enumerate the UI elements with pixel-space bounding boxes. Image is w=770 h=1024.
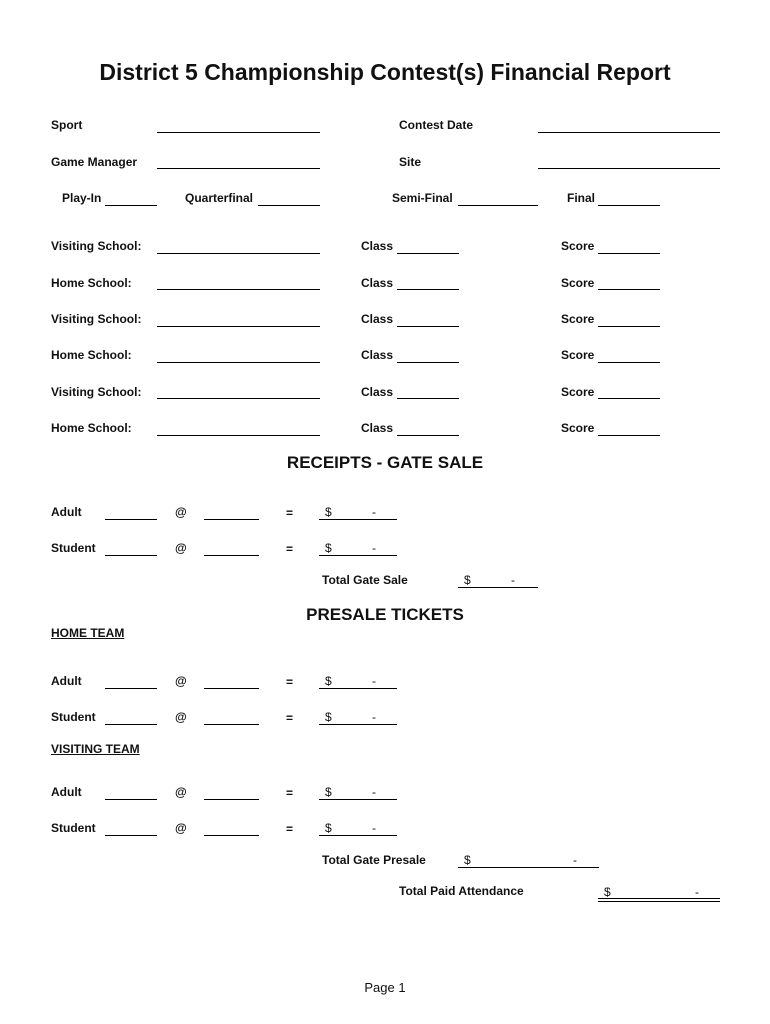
class-field[interactable] bbox=[397, 289, 459, 290]
student-quantity-field[interactable] bbox=[105, 555, 157, 556]
final-label: Final bbox=[567, 191, 596, 205]
score-label: Score bbox=[561, 239, 595, 253]
at-symbol: @ bbox=[175, 710, 187, 724]
class-label: Class bbox=[361, 312, 394, 326]
currency-symbol: $ bbox=[325, 541, 332, 555]
amount-line bbox=[319, 688, 397, 689]
at-symbol: @ bbox=[175, 674, 187, 688]
amount-line bbox=[319, 835, 397, 836]
score-label: Score bbox=[561, 276, 595, 290]
visiting-team-heading: VISITING TEAM bbox=[51, 742, 140, 756]
total-gate-presale-label: Total Gate Presale bbox=[322, 853, 426, 867]
class-label: Class bbox=[361, 421, 394, 435]
currency-symbol: $ bbox=[464, 853, 471, 867]
currency-symbol: $ bbox=[604, 885, 611, 899]
at-symbol: @ bbox=[175, 821, 187, 835]
site-label: Site bbox=[399, 155, 422, 169]
double-underline bbox=[598, 898, 720, 902]
amount-value: - bbox=[372, 785, 376, 799]
score-field[interactable] bbox=[598, 362, 660, 363]
class-label: Class bbox=[361, 348, 394, 362]
equals-symbol: = bbox=[286, 506, 294, 520]
game-manager-field[interactable] bbox=[157, 168, 320, 169]
amount-line bbox=[458, 867, 599, 868]
score-field[interactable] bbox=[598, 398, 660, 399]
school-label: Visiting School: bbox=[51, 312, 142, 326]
contest-date-field[interactable] bbox=[538, 132, 720, 133]
school-label: Home School: bbox=[51, 348, 132, 362]
report-title: District 5 Championship Contest(s) Financial Report bbox=[99, 59, 671, 85]
sport-label: Sport bbox=[51, 118, 83, 132]
adult-label: Adult bbox=[51, 674, 82, 688]
class-field[interactable] bbox=[397, 398, 459, 399]
score-label: Score bbox=[561, 421, 595, 435]
currency-symbol: $ bbox=[325, 785, 332, 799]
adult-price-field[interactable] bbox=[204, 519, 259, 520]
amount-value: - bbox=[372, 505, 376, 519]
play-in-field[interactable] bbox=[105, 205, 157, 206]
at-symbol: @ bbox=[175, 505, 187, 519]
semi-final-field[interactable] bbox=[458, 205, 538, 206]
student-price-field[interactable] bbox=[204, 555, 259, 556]
play-in-label: Play-In bbox=[62, 191, 102, 205]
amount-line bbox=[319, 799, 397, 800]
adult-quantity-field[interactable] bbox=[105, 799, 157, 800]
student-label: Student bbox=[51, 821, 96, 835]
game-manager-label: Game Manager bbox=[51, 155, 138, 169]
equals-symbol: = bbox=[286, 542, 294, 556]
class-label: Class bbox=[361, 385, 394, 399]
receipts-title: RECEIPTS - GATE SALE bbox=[286, 453, 484, 472]
total-paid-attendance-label: Total Paid Attendance bbox=[399, 884, 524, 898]
class-field[interactable] bbox=[397, 326, 459, 327]
school-field[interactable] bbox=[157, 289, 320, 290]
school-field[interactable] bbox=[157, 435, 320, 436]
equals-symbol: = bbox=[286, 822, 294, 836]
school-label: Visiting School: bbox=[51, 239, 142, 253]
student-price-field[interactable] bbox=[204, 724, 259, 725]
semi-final-label: Semi-Final bbox=[392, 191, 453, 205]
school-field[interactable] bbox=[157, 326, 320, 327]
amount-line bbox=[319, 724, 397, 725]
contest-date-label: Contest Date bbox=[399, 118, 474, 132]
total-paid-attendance-value: - bbox=[695, 885, 699, 899]
total-gate-sale-label: Total Gate Sale bbox=[322, 573, 408, 587]
amount-value: - bbox=[372, 821, 376, 835]
adult-label: Adult bbox=[51, 505, 82, 519]
class-field[interactable] bbox=[397, 253, 459, 254]
home-team-heading: HOME TEAM bbox=[51, 626, 125, 640]
class-label: Class bbox=[361, 239, 394, 253]
adult-price-field[interactable] bbox=[204, 688, 259, 689]
final-field[interactable] bbox=[598, 205, 660, 206]
class-field[interactable] bbox=[397, 435, 459, 436]
score-field[interactable] bbox=[598, 435, 660, 436]
score-field[interactable] bbox=[598, 289, 660, 290]
currency-symbol: $ bbox=[325, 710, 332, 724]
amount-line bbox=[319, 519, 397, 520]
quarterfinal-field[interactable] bbox=[258, 205, 320, 206]
currency-symbol: $ bbox=[464, 573, 471, 587]
at-symbol: @ bbox=[175, 541, 187, 555]
class-label: Class bbox=[361, 276, 394, 290]
score-field[interactable] bbox=[598, 253, 660, 254]
score-field[interactable] bbox=[598, 326, 660, 327]
adult-price-field[interactable] bbox=[204, 799, 259, 800]
adult-quantity-field[interactable] bbox=[105, 688, 157, 689]
student-quantity-field[interactable] bbox=[105, 724, 157, 725]
school-field[interactable] bbox=[157, 398, 320, 399]
total-gate-presale-value: - bbox=[573, 853, 577, 867]
total-gate-sale-value: - bbox=[511, 573, 515, 587]
score-label: Score bbox=[561, 348, 595, 362]
amount-value: - bbox=[372, 710, 376, 724]
currency-symbol: $ bbox=[325, 821, 332, 835]
quarterfinal-label: Quarterfinal bbox=[185, 191, 254, 205]
adult-label: Adult bbox=[51, 785, 82, 799]
currency-symbol: $ bbox=[325, 674, 332, 688]
amount-line bbox=[458, 587, 538, 588]
equals-symbol: = bbox=[286, 675, 294, 689]
equals-symbol: = bbox=[286, 786, 294, 800]
page-number: Page 1 bbox=[364, 980, 406, 995]
amount-line bbox=[319, 555, 397, 556]
school-label: Home School: bbox=[51, 421, 132, 435]
sport-field[interactable] bbox=[157, 132, 320, 133]
currency-symbol: $ bbox=[325, 505, 332, 519]
student-label: Student bbox=[51, 541, 96, 555]
class-field[interactable] bbox=[397, 362, 459, 363]
student-price-field[interactable] bbox=[204, 835, 259, 836]
school-field[interactable] bbox=[157, 253, 320, 254]
student-label: Student bbox=[51, 710, 96, 724]
student-quantity-field[interactable] bbox=[105, 835, 157, 836]
school-label: Visiting School: bbox=[51, 385, 142, 399]
amount-value: - bbox=[372, 674, 376, 688]
score-label: Score bbox=[561, 385, 595, 399]
score-label: Score bbox=[561, 312, 595, 326]
at-symbol: @ bbox=[175, 785, 187, 799]
school-field[interactable] bbox=[157, 362, 320, 363]
amount-value: - bbox=[372, 541, 376, 555]
equals-symbol: = bbox=[286, 711, 294, 725]
site-field[interactable] bbox=[538, 168, 720, 169]
presale-title: PRESALE TICKETS bbox=[306, 605, 464, 624]
adult-quantity-field[interactable] bbox=[105, 519, 157, 520]
school-label: Home School: bbox=[51, 276, 132, 290]
